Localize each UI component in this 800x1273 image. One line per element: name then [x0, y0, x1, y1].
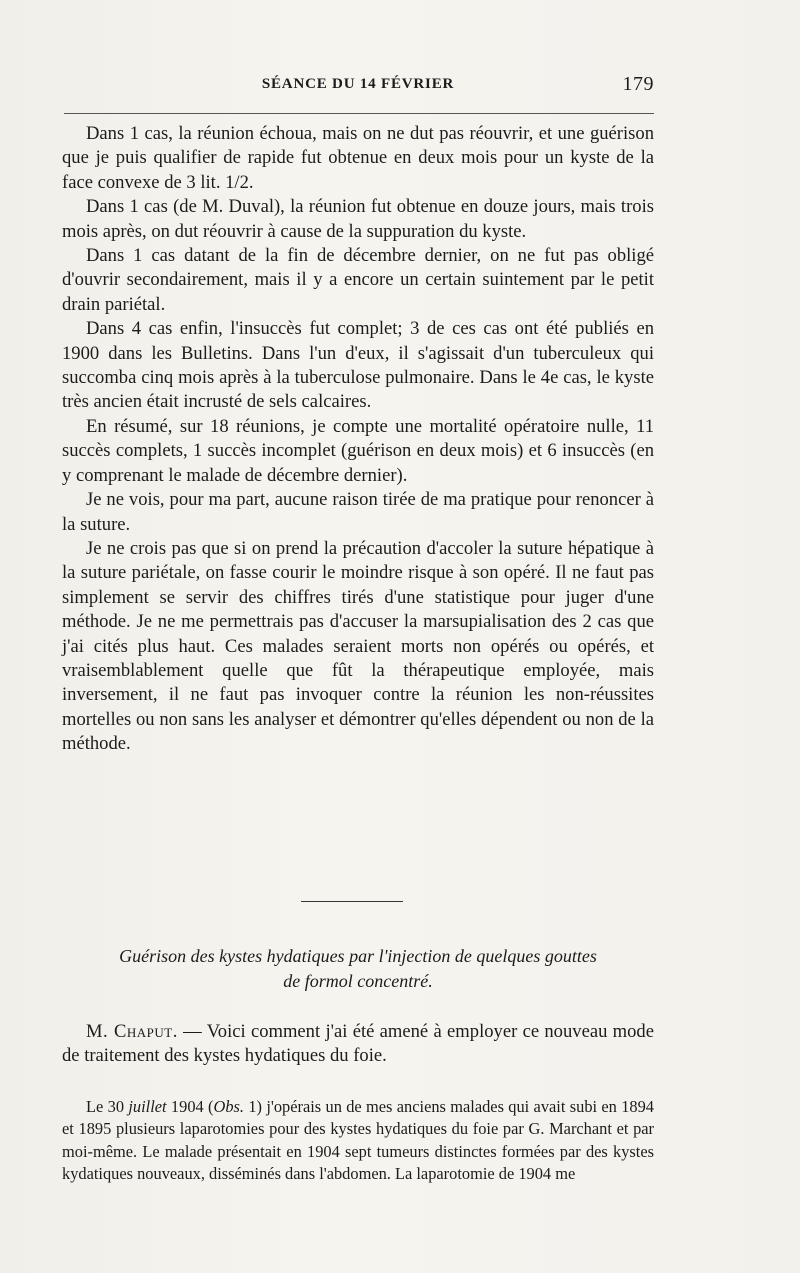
paragraph: Dans 1 cas (de M. Duval), la réunion fut obtenue en douze jours, mais trois mois après, on dut réouvrir à cause de la suppuration du kyste.	[62, 196, 654, 242]
paragraph: En résumé, sur 18 réunions, je compte une mortalité opératoire nulle, 11 succès complets, 1 succès incomplet (guérison en deux mois) et 6 insuccès (en y comprenant le malade de décembre dernier).	[62, 415, 654, 486]
body-text	[62, 122, 654, 757]
running-head	[62, 73, 654, 100]
header-rule	[64, 113, 654, 114]
obs-label: Obs.	[213, 1097, 245, 1116]
obs-date: juillet	[128, 1097, 167, 1116]
running-title: SÉANCE DU 14 FÉVRIER	[261, 76, 455, 92]
section-title-line: Guérison des kystes hydatiques par l'injection de quelques gouttes	[119, 946, 597, 966]
section-title-line: de formol concentré.	[283, 971, 433, 991]
paragraph: Dans 1 cas, la réunion échoua, mais on ne dut pas réouvrir, et une guérison que je puis qualifier de rapide fut obtenue en deux mois pour un kyste de la face convexe de 3 lit. 1/2.	[62, 123, 654, 193]
paragraph: Je ne crois pas que si on prend la précaution d'accoler la suture hépatique à la suture pariétale, on fasse courir le moindre risque à son opéré. Il ne faut pas simplement se servir des chiffres tirés d'une statistique pour juger d'une méthode. Je ne me permettrais pas d'accuser la marsupialisation des 2 cas que j'ai cités plus haut. Ces malades seraient morts non opérés ou opérés, et vraisemblablement quelle que fût la thérapeutique employée, mais inversement, il ne faut pas invoquer contre la réunion les non-réussites mortelles ou non sans les analyser et démontrer qu'elles dépendent ou non de la méthode.	[62, 537, 654, 755]
obs-text: 1) j'opérais un de mes anciens malades qui avait subi en 1894 et 1895 plusieurs laparotomies pour des kystes hydatiques du foie par G. Marchant et par moi-même. Le malade présentait en 1904 sept tumeurs distinctes formées par des kystes kydatiques nouveaux, disséminés dans l'abdomen. La laparotomie de 1904 me	[62, 1097, 654, 1184]
observation-paragraph	[62, 1096, 654, 1186]
speaker-name: M. Chaput.	[86, 1021, 178, 1042]
paragraph: Je ne vois, pour ma part, aucune raison tirée de ma pratique pour renoncer à la suture.	[62, 489, 654, 535]
page-number: 179	[622, 73, 654, 95]
paragraph: Dans 1 cas datant de la fin de décembre dernier, on ne fut pas obligé d'ouvrir secondairement, mais il y a encore un certain suintement par le petit drain pariétal.	[62, 245, 654, 315]
speaker-text: — Voici comment j'ai été amené à employer ce nouveau mode de traitement des kystes hydatiques du foie.	[62, 1021, 654, 1066]
obs-lead: Le 30	[86, 1097, 129, 1116]
section-title	[62, 944, 654, 994]
obs-year: 1904 (	[166, 1097, 214, 1116]
speaker-paragraph	[62, 1020, 654, 1068]
section-divider	[301, 901, 403, 902]
paragraph: Dans 4 cas enfin, l'insuccès fut complet; 3 de ces cas ont été publiés en 1900 dans les Bulletins. Dans l'un d'eux, il s'agissait d'un tuberculeux qui succomba cinq mois après à la tuberculose pulmonaire. Dans le 4e cas, le kyste très ancien était incrusté de sels calcaires.	[62, 318, 654, 413]
